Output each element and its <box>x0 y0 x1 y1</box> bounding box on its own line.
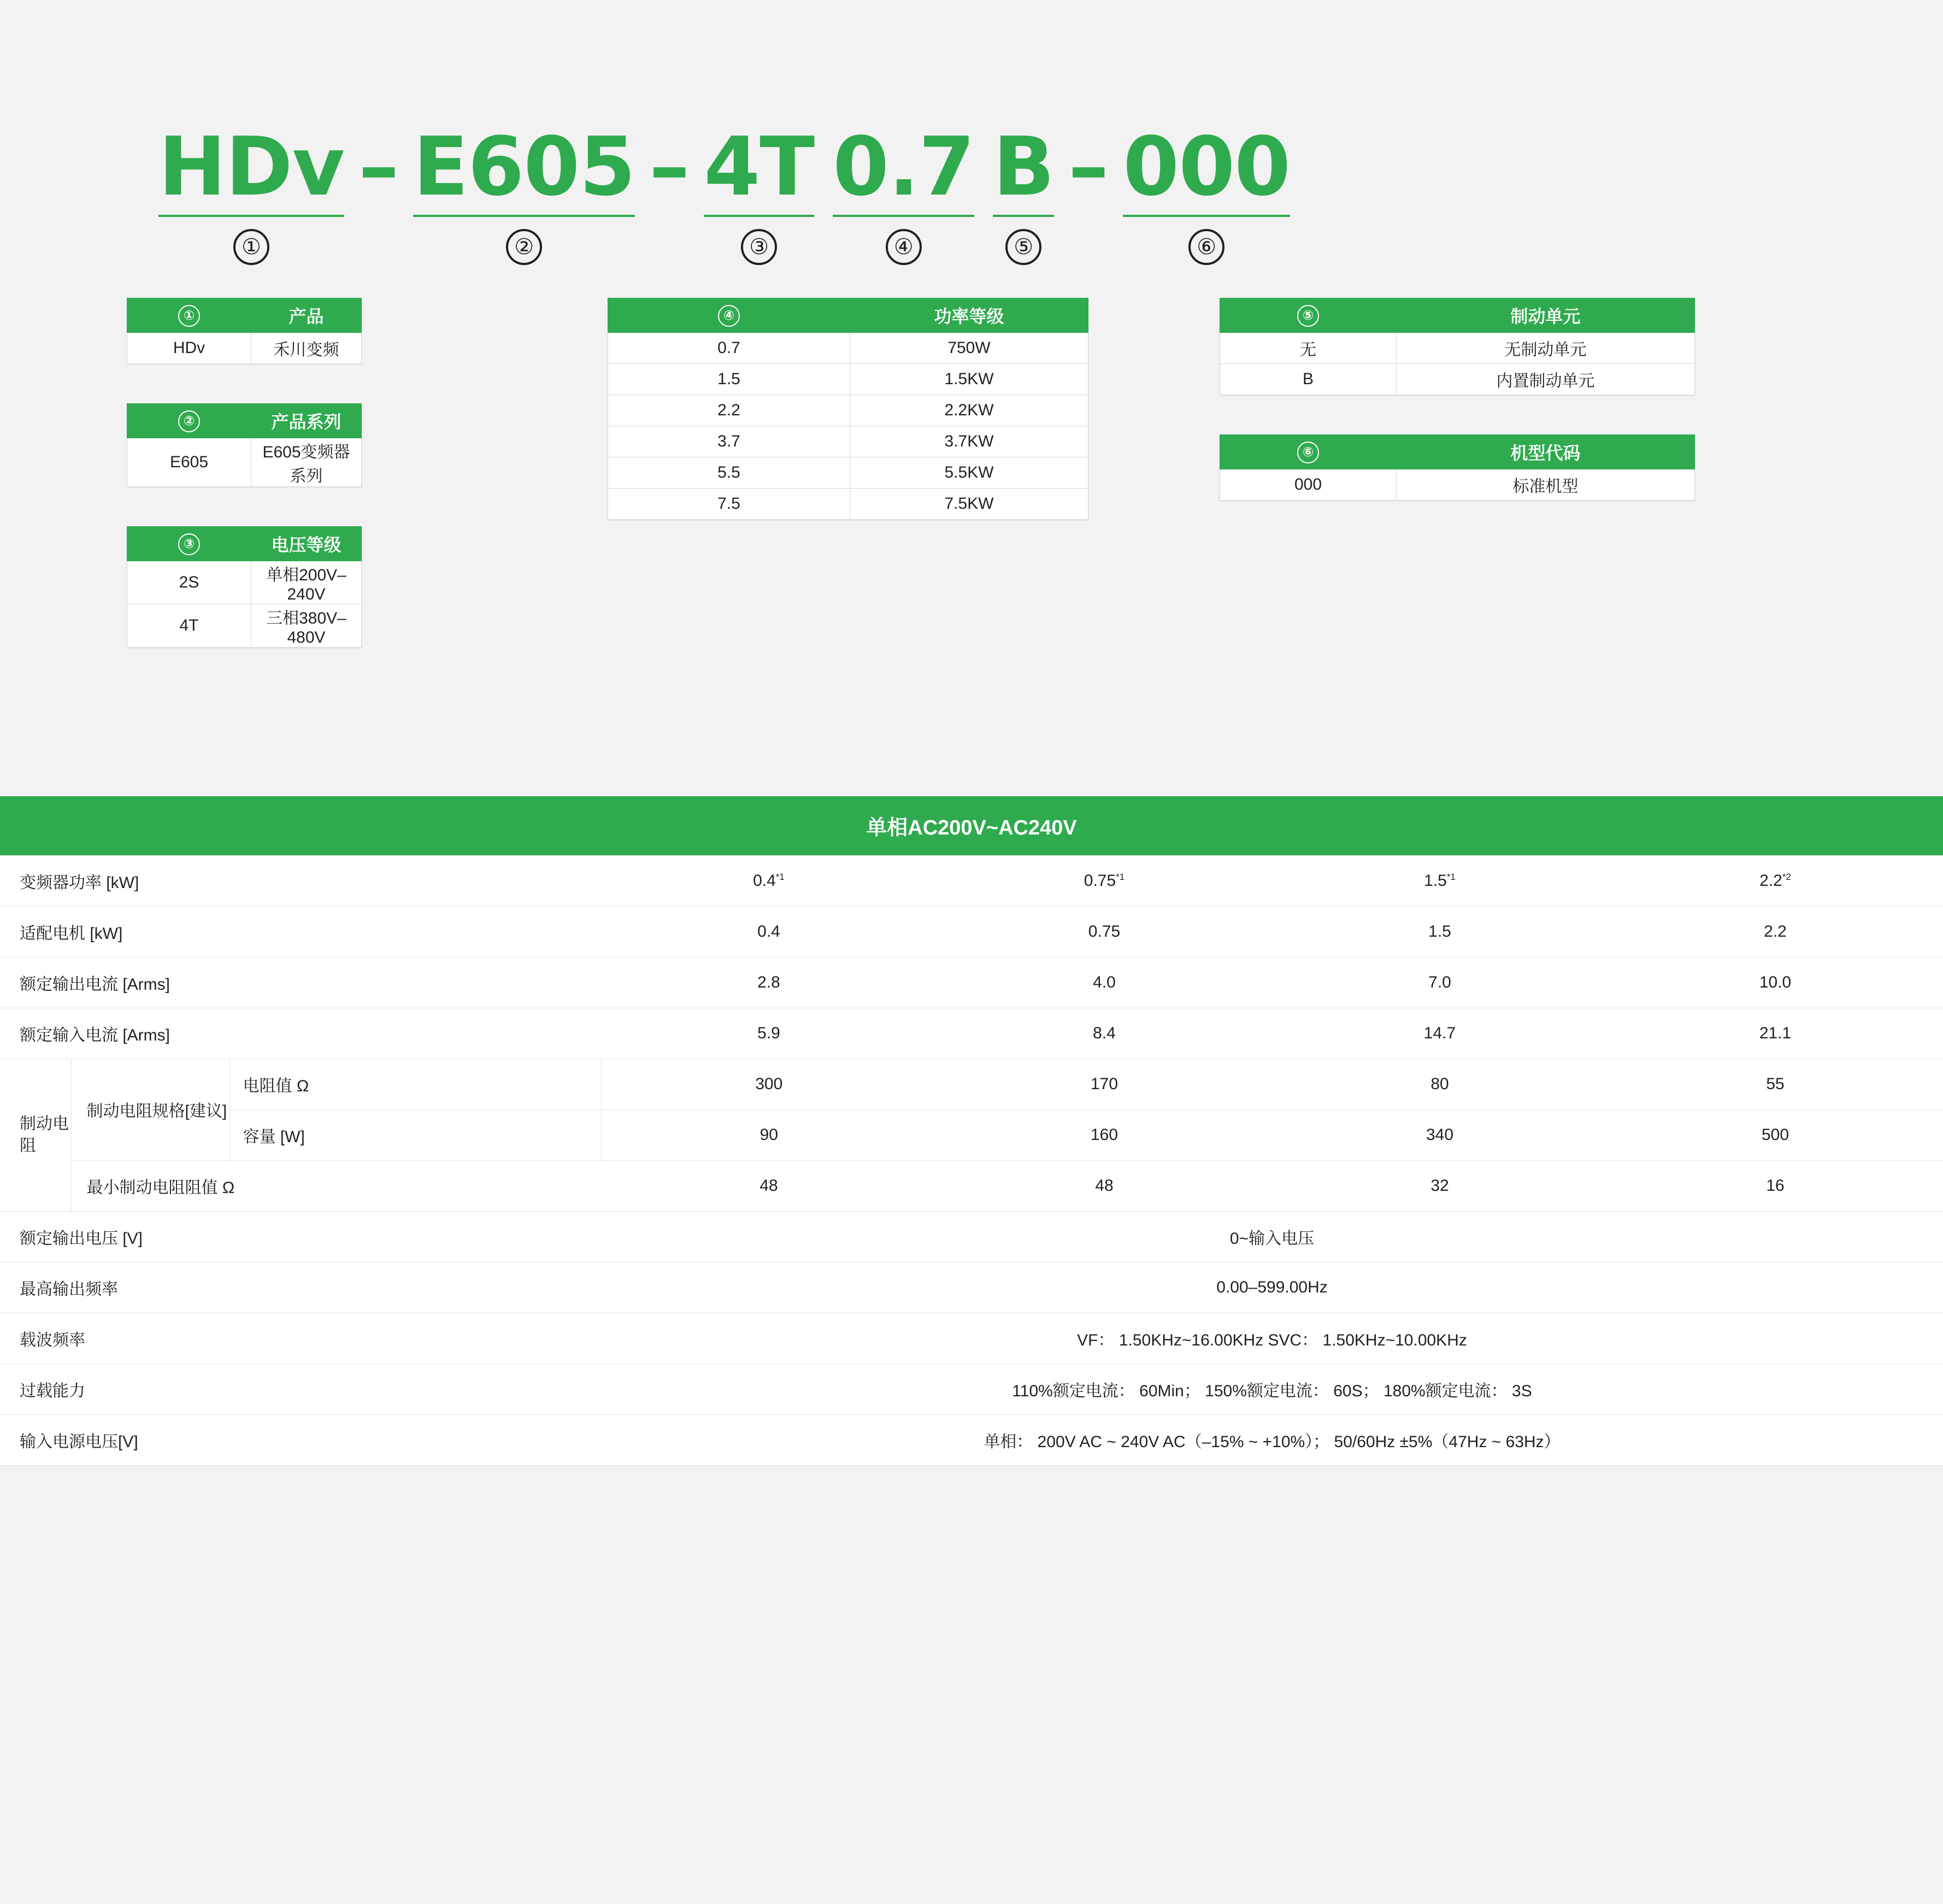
legend-header-num <box>127 298 251 332</box>
cell-value: 48 <box>937 1160 1272 1211</box>
model-segment-power <box>833 120 975 265</box>
marker-circle-2: ② <box>506 229 542 265</box>
cell-value: 55 <box>1608 1059 1943 1109</box>
legend-header-title: 产品 <box>251 298 362 332</box>
row-label-min-resistance: 最小制动电阻阻值 Ω <box>71 1160 601 1211</box>
row-label-rated-input-current: 额定输入电流 [Arms] <box>0 1008 601 1059</box>
table-row <box>0 1262 1943 1313</box>
legend-header-title: 产品系列 <box>251 403 362 438</box>
model-separator-2: – <box>649 120 690 214</box>
cell-value-merged: 0.00–599.00Hz <box>601 1262 1943 1313</box>
marker-circle-6: ⑥ <box>1188 229 1224 265</box>
legend-value: 5.5KW <box>850 457 1088 488</box>
row-label-carrier-freq: 载波频率 <box>0 1313 601 1364</box>
underline <box>833 215 974 217</box>
marker-circle-1: ① <box>178 305 200 327</box>
underline <box>993 215 1054 217</box>
legend-key: 无 <box>1220 332 1397 363</box>
table-row <box>0 1008 1943 1059</box>
legend-key: 4T <box>127 604 251 647</box>
legend-value: 750W <box>850 332 1088 363</box>
legend-value: 禾川变频 <box>251 332 362 363</box>
table-row <box>127 561 362 604</box>
legend-key: 1.5 <box>608 363 850 395</box>
legend-table-voltage <box>127 526 362 648</box>
cell-value-merged: 单相： 200V AC ~ 240V AC（–15% ~ +10%）； 50/60Hz ±5%（47Hz ~ 63Hz） <box>601 1414 1943 1465</box>
cell-value: 4.0 <box>937 957 1272 1008</box>
legend-key: 2S <box>127 561 251 604</box>
row-label-inverter-power: 变频器功率 [kW] <box>0 855 601 906</box>
table-row <box>1220 363 1695 395</box>
row-label-max-output-freq: 最高输出频率 <box>0 1262 601 1313</box>
model-segment-series <box>413 120 635 265</box>
legend-header-title: 制动单元 <box>1397 298 1695 332</box>
legend-value: 3.7KW <box>850 426 1088 457</box>
underline <box>413 215 635 217</box>
marker-circle-3: ③ <box>178 533 200 555</box>
table-row <box>608 395 1088 426</box>
model-segment-voltage <box>704 120 815 265</box>
legend-key: 0.7 <box>608 332 850 363</box>
table-row <box>127 438 362 486</box>
cell-value: 0.4 <box>601 906 937 957</box>
legend-header-title: 功率等级 <box>850 298 1088 332</box>
legend-value: 标准机型 <box>1397 469 1695 500</box>
cell-value: 80 <box>1272 1059 1608 1109</box>
marker-circle-5: ⑤ <box>1297 305 1319 327</box>
marker-circle-4: ④ <box>718 305 740 327</box>
underline <box>158 215 344 217</box>
legend-value: 三相380V–480V <box>251 604 362 647</box>
legend-table-power <box>608 298 1088 520</box>
table-row <box>608 457 1088 488</box>
spec-table <box>0 796 1943 1466</box>
legend-key: 7.5 <box>608 488 850 519</box>
model-segment-text: B <box>993 120 1055 214</box>
legend-column-right <box>1220 298 1766 540</box>
cell-value: 2.2$^{*2}$ <box>1608 855 1943 906</box>
legend-header-num <box>608 298 850 332</box>
cell-value: 5.9 <box>601 1008 937 1059</box>
cell-value: 300 <box>601 1059 937 1109</box>
legend-column-middle <box>608 298 1220 559</box>
legend-header-num <box>127 526 251 561</box>
marker-circle-4: ④ <box>886 229 922 265</box>
table-row <box>0 1364 1943 1414</box>
underline <box>1123 215 1290 217</box>
model-code-row <box>158 120 1291 265</box>
table-row <box>608 488 1088 519</box>
legend-table-modelcode <box>1220 434 1695 501</box>
legend-key: 3.7 <box>608 426 850 457</box>
footnote-mark: *1 <box>1446 871 1456 882</box>
legend-key: 2.2 <box>608 395 850 426</box>
cell-value: 160 <box>937 1109 1272 1160</box>
cell-value: 1.5$^{*1}$ <box>1272 855 1608 906</box>
row-label-input-voltage: 输入电源电压[V] <box>0 1414 601 1465</box>
underline <box>704 215 814 217</box>
model-separator-1: – <box>358 120 399 214</box>
legend-key: 5.5 <box>608 457 850 488</box>
row-label-capacity: 容量 [W] <box>229 1109 601 1160</box>
model-segment-brake <box>993 120 1055 265</box>
legend-table-series <box>127 403 362 487</box>
row-group-label-brake-spec: 制动电阻规格[建议] <box>71 1059 229 1160</box>
cell-value: 16 <box>1608 1160 1943 1211</box>
table-row <box>0 1109 1943 1160</box>
cell-value: 32 <box>1272 1160 1608 1211</box>
model-segment-text: 000 <box>1123 120 1291 214</box>
table-row <box>0 1313 1943 1364</box>
row-label-rated-output-voltage: 额定输出电压 [V] <box>0 1211 601 1262</box>
cell-value: 0.4$^{*1}$ <box>601 855 937 906</box>
model-code-header <box>0 0 1943 265</box>
row-group-label-brake-resistor: 制动电阻 <box>0 1059 71 1211</box>
legend-value: 7.5KW <box>850 488 1088 519</box>
cell-value: 0.75$^{*1}$ <box>937 855 1272 906</box>
model-segment-modelcode <box>1123 120 1291 265</box>
row-label-resistance: 电阻值 Ω <box>229 1059 601 1109</box>
legend-value: 2.2KW <box>850 395 1088 426</box>
legend-column-left <box>127 298 608 687</box>
table-row <box>1220 469 1695 500</box>
table-row <box>127 604 362 647</box>
spec-table-wrapper <box>0 796 1943 1466</box>
cell-value: 170 <box>937 1059 1272 1109</box>
model-separator-3: – <box>1068 120 1109 214</box>
table-row <box>127 332 362 363</box>
legend-header-num <box>127 403 251 438</box>
table-row <box>0 855 1943 906</box>
legend-value: 单相200V–240V <box>251 561 362 604</box>
legend-area <box>0 298 1943 687</box>
table-row <box>0 957 1943 1008</box>
cell-value: 340 <box>1272 1109 1608 1160</box>
legend-value: E605变频器系列 <box>251 438 362 486</box>
cell-value: 8.4 <box>937 1008 1272 1059</box>
cell-value-merged: 0~输入电压 <box>601 1211 1943 1262</box>
cell-value: 2.8 <box>601 957 937 1008</box>
legend-value: 无制动单元 <box>1397 332 1695 363</box>
cell-value: 7.0 <box>1272 957 1608 1008</box>
legend-key: E605 <box>127 438 251 486</box>
table-row <box>608 363 1088 395</box>
legend-key: B <box>1220 363 1397 395</box>
model-segment-text: E605 <box>413 120 635 214</box>
legend-value: 1.5KW <box>850 363 1088 395</box>
marker-circle-2: ② <box>178 410 200 432</box>
table-row <box>0 1414 1943 1465</box>
cell-value: 90 <box>601 1109 937 1160</box>
table-row <box>0 1211 1943 1262</box>
cell-value-merged: 110%额定电流： 60Min； 150%额定电流： 60S； 180%额定电流： 3S <box>601 1364 1943 1414</box>
legend-value: 内置制动单元 <box>1397 363 1695 395</box>
legend-table-product <box>127 298 362 364</box>
legend-key: HDv <box>127 332 251 363</box>
table-row <box>0 1160 1943 1211</box>
footnote-mark: *1 <box>1116 871 1125 882</box>
cell-value: 1.5 <box>1272 906 1608 957</box>
model-segment-text: HDv <box>158 120 345 214</box>
spec-table-title: 单相AC200V~AC240V <box>0 796 1943 856</box>
cell-value: 2.2 <box>1608 906 1943 957</box>
cell-value: 21.1 <box>1608 1008 1943 1059</box>
legend-header-num <box>1220 434 1397 469</box>
cell-value: 48 <box>601 1160 937 1211</box>
table-row <box>608 426 1088 457</box>
row-label-overload: 过载能力 <box>0 1364 601 1414</box>
cell-value: 14.7 <box>1272 1008 1608 1059</box>
legend-table-brake <box>1220 298 1695 395</box>
table-row <box>0 1059 1943 1109</box>
table-row <box>608 332 1088 363</box>
marker-circle-6: ⑥ <box>1297 442 1319 463</box>
footnote-mark: *1 <box>775 871 785 882</box>
model-segment-text: 4T <box>704 120 815 214</box>
cell-value: 500 <box>1608 1109 1943 1160</box>
row-label-motor-power: 适配电机 [kW] <box>0 906 601 957</box>
cell-value: 10.0 <box>1608 957 1943 1008</box>
model-segment-text: 0.7 <box>833 120 975 214</box>
cell-value: 0.75 <box>937 906 1272 957</box>
model-segment-product <box>158 120 345 265</box>
marker-circle-5: ⑤ <box>1005 229 1041 265</box>
legend-header-title: 电压等级 <box>251 526 362 561</box>
legend-header-num <box>1220 298 1397 332</box>
marker-circle-1: ① <box>233 229 269 265</box>
table-row <box>0 906 1943 957</box>
footnote-mark: *2 <box>1782 871 1791 882</box>
marker-circle-3: ③ <box>741 229 777 265</box>
row-label-rated-output-current: 额定输出电流 [Arms] <box>0 957 601 1008</box>
table-row <box>1220 332 1695 363</box>
legend-key: 000 <box>1220 469 1397 500</box>
legend-header-title: 机型代码 <box>1397 434 1695 469</box>
cell-value-merged: VF： 1.50KHz~16.00KHz SVC： 1.50KHz~10.00KHz <box>601 1313 1943 1364</box>
